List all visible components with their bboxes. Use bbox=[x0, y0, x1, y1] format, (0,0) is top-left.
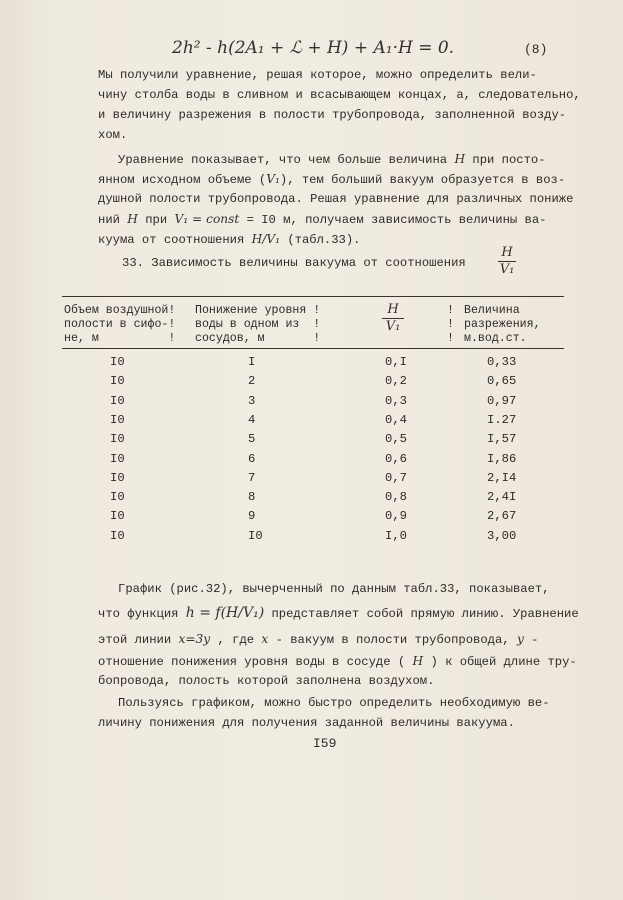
table-cell-col4: 2,4I bbox=[487, 490, 517, 505]
table-caption: 33. Зависимость величины вакуума от соотношения bbox=[122, 256, 466, 270]
symbol-y: y bbox=[516, 632, 524, 646]
table-cell-col1: I0 bbox=[110, 393, 125, 408]
paragraph-1-line-1: Мы получили уравнение, решая которое, можно определить вели- bbox=[98, 68, 537, 82]
table-cell-col1: I0 bbox=[110, 509, 125, 524]
table-cell-col1: I0 bbox=[110, 355, 125, 369]
table-cell-col3: 0,9 bbox=[385, 509, 407, 524]
table-cell-col4: I,86 bbox=[487, 451, 517, 466]
table-cell-col1: I0 bbox=[110, 374, 125, 389]
caption-fraction-denominator: V₁ bbox=[499, 262, 515, 277]
symbol-H-over-V1: H/V₁ bbox=[251, 232, 281, 246]
symbol-H: H bbox=[127, 212, 138, 226]
symbol-V1: V₁ bbox=[266, 172, 280, 186]
table-cell-col3: 0,2 bbox=[385, 374, 407, 389]
symbol-x: x bbox=[261, 632, 269, 646]
table-cell-col1: I0 bbox=[110, 451, 125, 466]
symbol-H: H bbox=[412, 654, 424, 668]
paragraph-2-line-3: душной полости трубопровода. Решая уравнение для различных пониже bbox=[98, 192, 574, 206]
table-cell-col4: I.27 bbox=[487, 412, 517, 427]
table-header-rule bbox=[62, 348, 564, 349]
table-cell-col3: 0,5 bbox=[385, 432, 407, 447]
table-header-col1: Объем воздушной! полости в сифо-! не, м ! bbox=[64, 304, 176, 345]
caption-fraction bbox=[498, 246, 516, 277]
paragraph-2-line-2: янном исходном объеме (V₁), тем больший вакуум образуется в воз- bbox=[98, 172, 566, 187]
paragraph-3-line-3: этой линии x=3y , где x - вакуум в полости трубопровода, y - bbox=[98, 632, 539, 647]
table-cell-col4: 0,97 bbox=[487, 393, 517, 408]
table-cell-col4: 0,65 bbox=[487, 374, 517, 389]
line-equation: x=3y bbox=[178, 632, 211, 646]
table-header-col3-separator: ! ! ! bbox=[447, 304, 454, 345]
table-cell-col1: I0 bbox=[110, 528, 125, 543]
table-header-col3 bbox=[382, 303, 404, 334]
table-cell-col1: I0 bbox=[110, 470, 125, 485]
table-cell-col2: 3 bbox=[248, 393, 256, 408]
table-top-rule bbox=[62, 296, 564, 297]
paragraph-1-line-3: и величину разрежения в полости трубопровода, заполненной возду- bbox=[98, 108, 567, 122]
paragraph-3-line-4: отношение понижения уровня воды в сосуде ( H ) к общей длине тру- bbox=[98, 654, 577, 669]
page-number: I59 bbox=[313, 736, 337, 751]
table-cell-col3: 0,3 bbox=[385, 393, 407, 408]
function-formula: h = f(H/V₁) bbox=[185, 605, 265, 621]
table-cell-col2: 4 bbox=[248, 412, 256, 427]
paragraph-1-line-2: чину столба воды в сливном и всасывающем концах, а, следовательно, bbox=[98, 88, 581, 102]
caption-fraction-numerator: H bbox=[501, 245, 513, 260]
table-cell-col3: 0,I bbox=[385, 355, 407, 369]
table-cell-col4: 0,33 bbox=[487, 355, 517, 369]
paragraph-1-line-4: хом. bbox=[98, 128, 128, 142]
symbol-V1-const: V₁ = const bbox=[174, 212, 240, 226]
paragraph-4-line-2: личину понижения для получения заданной величины вакуума. bbox=[98, 716, 515, 730]
table-cell-col3: 0,4 bbox=[385, 412, 407, 427]
table-cell-col3: 0,6 bbox=[385, 451, 407, 466]
table-header-col3-numerator: H bbox=[387, 302, 399, 317]
table-cell-col2: 5 bbox=[248, 432, 256, 447]
paragraph-3-line-2: что функция h = f(H/V₁) представляет собой прямую линию. Уравнение bbox=[98, 605, 579, 621]
table-cell-col3: 0,8 bbox=[385, 490, 407, 505]
table-cell-col1: I0 bbox=[110, 412, 125, 427]
table-cell-col2: 6 bbox=[248, 451, 256, 466]
paragraph-3-line-5: бопровода, полость которой заполнена воздухом. bbox=[98, 674, 435, 688]
paragraph-2-line-4: ний H при V₁ = const = I0 м, получаем зависимость величины ва- bbox=[98, 212, 547, 227]
table-cell-col2: 9 bbox=[248, 509, 256, 524]
table-cell-col4: I,57 bbox=[487, 432, 517, 447]
table-cell-col3: 0,7 bbox=[385, 470, 407, 485]
paragraph-2-line-5: куума от соотношения H/V₁ (табл.33). bbox=[98, 232, 361, 247]
table-header-col3-denominator: V₁ bbox=[385, 319, 401, 334]
table-cell-col1: I0 bbox=[110, 432, 125, 447]
table-cell-col2: I bbox=[248, 355, 256, 369]
equation-number: (8) bbox=[524, 42, 548, 57]
paragraph-2-line-1: Уравнение показывает, что чем больше величина H при посто- bbox=[118, 152, 546, 167]
table-cell-col4: 2,67 bbox=[487, 509, 517, 524]
table-cell-col2: 8 bbox=[248, 490, 256, 505]
table-cell-col4: 3,00 bbox=[487, 528, 517, 543]
table-cell-col2: I0 bbox=[248, 528, 263, 543]
table-header-col2: Понижение уровня ! воды в одном из ! сосудов, м ! bbox=[195, 304, 321, 345]
table-cell-col3: I,0 bbox=[385, 528, 407, 543]
table-cell-col1: I0 bbox=[110, 490, 125, 505]
table-cell-col2: 2 bbox=[248, 374, 256, 389]
paragraph-3-line-1: График (рис.32), вычерченный по данным табл.33, показывает, bbox=[118, 582, 550, 596]
table-header-col4: Величина разрежения, м.вод.ст. bbox=[464, 304, 541, 345]
symbol-H: H bbox=[454, 152, 466, 166]
equation-8: 2h² - h(2A₁ + ℒ + H) + A₁·H = 0. bbox=[172, 38, 455, 58]
table-cell-col4: 2,I4 bbox=[487, 470, 517, 485]
paragraph-4-line-1: Пользуясь графиком, можно быстро определить необходимую ве- bbox=[118, 696, 550, 710]
table-cell-col2: 7 bbox=[248, 470, 256, 485]
